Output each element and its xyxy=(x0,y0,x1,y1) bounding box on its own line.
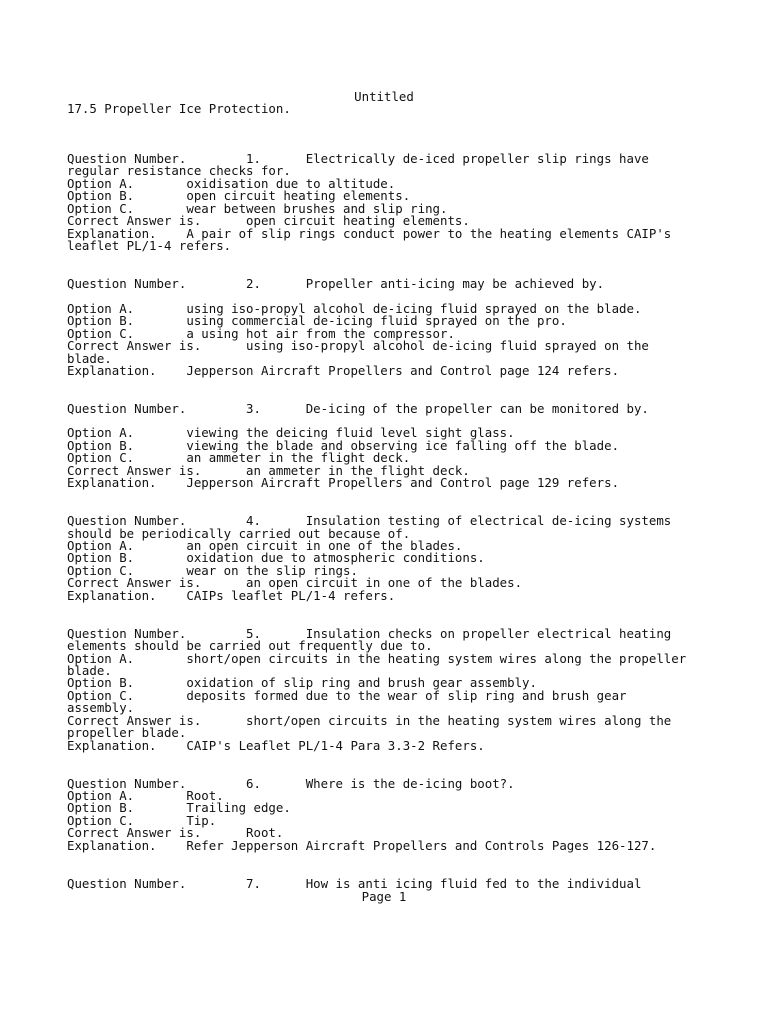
text-line: Option B. oxidation of slip ring and brush gear assembly. xyxy=(67,675,537,690)
page-number: Page 1 xyxy=(361,889,407,904)
text-line: Correct Answer is. Root. xyxy=(67,825,284,840)
text-line: Question Number. 3. De-icing of the propeller can be monitored by. xyxy=(67,401,649,416)
text-line: should be periodically carried out because of. xyxy=(67,526,411,541)
text-line: blade. xyxy=(67,663,112,678)
section-heading: 17.5 Propeller Ice Protection. xyxy=(67,101,291,116)
text-line: Correct Answer is. open circuit heating elements. xyxy=(67,213,470,228)
text-line: Option B. oxidation due to atmospheric conditions. xyxy=(67,550,485,565)
text-line: Question Number. 4. Insulation testing of electrical de-icing systems xyxy=(67,513,672,528)
text-line: blade. xyxy=(67,351,112,366)
text-line: Explanation. Jepperson Aircraft Propellers and Control page 124 refers. xyxy=(67,363,620,378)
text-line: Option C. an ammeter in the flight deck. xyxy=(67,450,411,465)
text-line: Option B. viewing the blade and observing ice falling off the blade. xyxy=(67,438,620,453)
text-line: Explanation. Refer Jepperson Aircraft Propellers and Controls Pages 126-127. xyxy=(67,838,657,853)
text-line: Explanation. A pair of slip rings conduct power to the heating elements CAIP's xyxy=(67,226,672,241)
text-line: Question Number. 5. Insulation checks on propeller electrical heating xyxy=(67,626,672,641)
text-line: Question Number. 1. Electrically de-iced propeller slip rings have xyxy=(67,151,649,166)
text-line: Option C. wear between brushes and slip ring. xyxy=(67,201,448,216)
text-line: Option A. viewing the deicing fluid level sight glass. xyxy=(67,425,515,440)
text-line: Explanation. CAIP's Leaflet PL/1-4 Para 3.3-2 Refers. xyxy=(67,738,485,753)
text-line: regular resistance checks for. xyxy=(67,163,291,178)
text-line: Question Number. 7. How is anti icing fluid fed to the individual xyxy=(67,876,642,891)
text-line: Option A. Root. xyxy=(67,788,224,803)
text-line: Correct Answer is. short/open circuits in the heating system wires along the xyxy=(67,713,672,728)
text-line: Option C. wear on the slip rings. xyxy=(67,563,358,578)
text-line: Correct Answer is. using iso-propyl alcohol de-icing fluid sprayed on the xyxy=(67,338,649,353)
text-line: Option A. oxidisation due to altitude. xyxy=(67,176,396,191)
text-line: Option B. open circuit heating elements. xyxy=(67,188,411,203)
text-line: Option C. Tip. xyxy=(67,813,217,828)
text-line: Correct Answer is. an open circuit in one of the blades. xyxy=(67,575,523,590)
text-line: Option A. an open circuit in one of the blades. xyxy=(67,538,463,553)
text-line: propeller blade. xyxy=(67,725,187,740)
text-line: assembly. xyxy=(67,700,135,715)
text-line: Option B. Trailing edge. xyxy=(67,800,291,815)
text-line: Question Number. 6. Where is the de-icing boot?. xyxy=(67,776,515,791)
text-line: Explanation. CAIPs leaflet PL/1-4 refers. xyxy=(67,588,396,603)
text-line: Option A. short/open circuits in the heating system wires along the propeller xyxy=(67,651,687,666)
text-line: elements should be carried out frequently due to. xyxy=(67,638,433,653)
text-line: Option C. a using hot air from the compressor. xyxy=(67,326,455,341)
text-line: Option A. using iso-propyl alcohol de-icing fluid sprayed on the blade. xyxy=(67,301,642,316)
text-line: Explanation. Jepperson Aircraft Propellers and Control page 129 refers. xyxy=(67,475,620,490)
text-line: Correct Answer is. an ammeter in the flight deck. xyxy=(67,463,470,478)
page-title: Untitled xyxy=(354,89,414,104)
text-line: leaflet PL/1-4 refers. xyxy=(67,238,232,253)
text-line: Option B. using commercial de-icing fluid sprayed on the pro. xyxy=(67,313,567,328)
text-line: Option C. deposits formed due to the wear of slip ring and brush gear xyxy=(67,688,627,703)
text-line: Question Number. 2. Propeller anti-icing may be achieved by. xyxy=(67,276,605,291)
